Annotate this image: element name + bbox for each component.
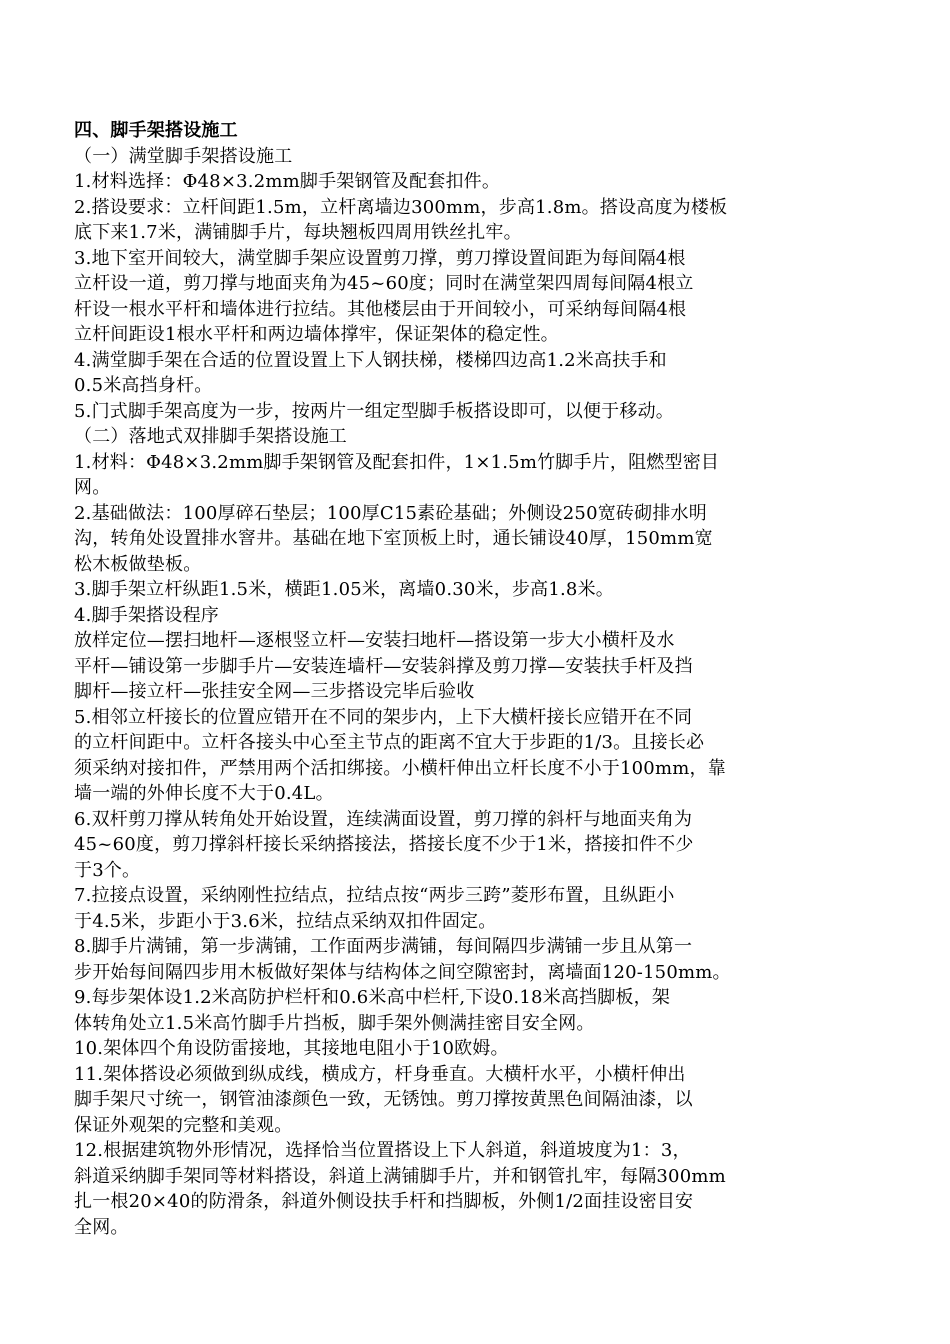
text-line: 5.门式脚手架高度为一步，按两片一组定型脚手板搭设即可，以便于移动。 <box>74 400 674 422</box>
text-line: 3.地下室开间较大，满堂脚手架应设置剪刀撑，剪刀撑设置间距为每间隔4根 <box>74 247 686 269</box>
text-line: 1.材料：Φ48×3.2mm脚手架钢管及配套扣件，1×1.5m竹脚手片，阻燃型密目 <box>74 451 720 473</box>
text-line: 平杆—铺设第一步脚手片—安装连墙杆—安装斜撑及剪刀撑—安装扶手杆及挡 <box>74 655 693 677</box>
text-line: 斜道采纳脚手架同等材料搭设，斜道上满铺脚手片，并和钢管扎牢，每隔300mm <box>74 1165 726 1187</box>
text-line: 立杆间距设1根水平杆和两边墙体撑牢，保证架体的稳定性。 <box>74 324 559 345</box>
section-heading: 四、脚手架搭设施工 <box>74 120 238 141</box>
text-line: 须采纳对接扣件，严禁用两个活扣绑接。小横杆伸出立杆长度不小于100mm，靠 <box>74 757 726 779</box>
text-line: 放样定位—摆扫地杆—逐根竖立杆—安装扫地杆—搭设第一步大小横杆及水 <box>74 630 675 651</box>
text-line: 于3个。 <box>74 859 141 881</box>
text-line: 沟，转角处设置排水窨井。基础在地下室顶板上时，通长铺设40厚，150mm宽 <box>74 528 713 549</box>
text-line: 立杆设一道，剪刀撑与地面夹角为45~60度；同时在满堂架四周每间隔4根立 <box>74 273 694 294</box>
text-line: 墙一端的外伸长度不大于0.4L。 <box>74 783 334 804</box>
text-line: 1.材料选择：Φ48×3.2mm脚手架钢管及配套扣件。 <box>74 171 501 192</box>
text-line: 网。 <box>74 477 111 498</box>
text-line: 6.双杆剪刀撑从转角处开始设置，连续满面设置，剪刀撑的斜杆与地面夹角为 <box>74 808 693 830</box>
text-line: 10.架体四个角设防雷接地，其接地电阻小于10欧姆。 <box>74 1038 509 1059</box>
text-line: 全网。 <box>74 1216 129 1238</box>
text-line: 的立杆间距中。立杆各接头中心至主节点的距离不宜大于步距的1/3。且接长必 <box>74 732 705 753</box>
text-line: 3.脚手架立杆纵距1.5米，横距1.05米，离墙0.30米，步高1.8米。 <box>74 579 614 600</box>
text-line: 脚手架尺寸统一，钢管油漆颜色一致，无锈蚀。剪刀撑按黄黑色间隔油漆，以 <box>74 1089 693 1110</box>
text-line: 11.架体搭设必须做到纵成线，横成方，杆身垂直。大横杆水平，小横杆伸出 <box>74 1063 686 1085</box>
text-line: 7.拉接点设置，采纳刚性拉结点，拉结点按“两步三跨”菱形布置，且纵距小 <box>74 885 675 906</box>
text-line: 5.相邻立杆接长的位置应错开在不同的架步内，上下大横杆接长应错开在不同 <box>74 706 693 728</box>
text-line: 杆设一根水平杆和墙体进行拉结。其他楼层由于开间较小，可采纳每间隔4根 <box>74 298 687 320</box>
text-line: 松木板做垫板。 <box>74 553 202 575</box>
text-line: 45~60度，剪刀撑斜杆接长采纳搭接法，搭接长度不少于1米，搭接扣件不少 <box>74 834 694 855</box>
text-line: 体转角处立1.5米高竹脚手片挡板，脚手架外侧满挂密目安全网。 <box>74 1012 595 1034</box>
text-line: （二）落地式双排脚手架搭设施工 <box>74 426 347 447</box>
text-line: （一）满堂脚手架搭设施工 <box>74 145 293 167</box>
text-line: 步开始每间隔四步用木板做好架体与结构体之间空隙密封，离墙面120-150mm。 <box>74 961 731 983</box>
text-line: 扎一根20×40的防滑条，斜道外侧设扶手杆和挡脚板，外侧1/2面挂设密目安 <box>74 1191 694 1212</box>
text-line: 保证外观架的完整和美观。 <box>74 1114 293 1136</box>
text-line: 底下来1.7米，满铺脚手片，每块翘板四周用铁丝扎牢。 <box>74 222 522 243</box>
text-line: 4.满堂脚手架在合适的位置设置上下人钢扶梯，楼梯四边高1.2米高扶手和 <box>74 349 667 371</box>
text-line: 12.根据建筑物外形情况，选择恰当位置搭设上下人斜道，斜道坡度为1：3， <box>74 1140 691 1161</box>
text-line: 脚杆—接立杆—张挂安全网—三步搭设完毕后验收 <box>74 681 475 702</box>
text-line: 0.5米高挡身杆。 <box>74 375 213 396</box>
text-line: 9.每步架体设1.2米高防护栏杆和0.6米高中栏杆,下设0.18米高挡脚板，架 <box>74 987 671 1008</box>
text-line: 于4.5米，步距小于3.6米，拉结点采纳双扣件固定。 <box>74 910 497 932</box>
text-line: 2.搭设要求：立杆间距1.5m，立杆离墙边300mm，步高1.8m。搭设高度为楼板 <box>74 196 728 218</box>
text-line: 2.基础做法：100厚碎石垫层；100厚C15素砼基础；外侧设250宽砖砌排水明 <box>74 502 707 524</box>
text-line: 8.脚手片满铺，第一步满铺，工作面两步满铺，每间隔四步满铺一步且从第一 <box>74 936 693 957</box>
text-line: 4.脚手架搭设程序 <box>74 604 219 626</box>
